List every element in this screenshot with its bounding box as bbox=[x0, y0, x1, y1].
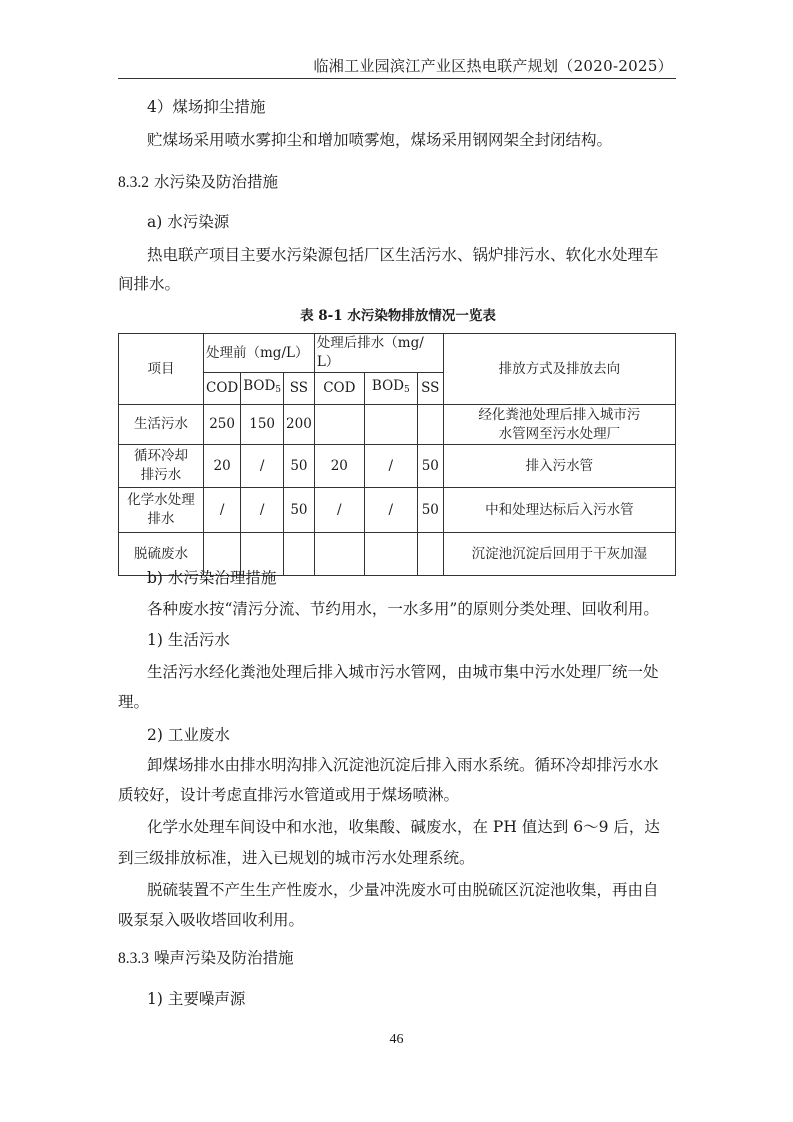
section-number: 8.3.3 bbox=[118, 950, 149, 967]
item-2-p1-line2: 质较好，设计考虑直排污水管道或用于煤场喷淋。 bbox=[118, 786, 460, 804]
header-after-ss: SS bbox=[417, 373, 443, 405]
cell-before-bod: / bbox=[241, 488, 284, 533]
table-caption: 表 8-1 水污染物排放情况一览表 bbox=[300, 308, 496, 324]
cell-after-bod: / bbox=[364, 445, 417, 488]
header-item: 项目 bbox=[119, 334, 204, 405]
cell-before-cod: 20 bbox=[204, 445, 241, 488]
cell-discharge: 排入污水管 bbox=[443, 445, 675, 488]
cell-before-bod: / bbox=[241, 445, 284, 488]
cell-before-cod: / bbox=[204, 488, 241, 533]
sub-a-text-line2: 间排水。 bbox=[118, 275, 181, 293]
section-833-heading bbox=[118, 946, 678, 968]
noise-item-1: 1) 主要噪声源 bbox=[147, 990, 246, 1008]
item-2-p2-line1: 化学水处理车间设中和水池，收集酸、碱废水，在 PH 值达到 6～9 后，达 bbox=[147, 818, 660, 836]
cell-after-cod: 20 bbox=[314, 445, 364, 488]
section-832-heading bbox=[118, 170, 678, 192]
header-after-bod bbox=[364, 373, 417, 405]
item-2-p2-line2: 到三级排放标准，进入已规划的城市污水处理系统。 bbox=[118, 849, 475, 867]
page-number: 46 bbox=[389, 1032, 404, 1047]
pollutant-table bbox=[118, 333, 676, 576]
bod-subscript: 5 bbox=[403, 385, 410, 395]
section-title: 噪声污染及防治措施 bbox=[153, 949, 294, 967]
item-4-title: 4）煤场抑尘措施 bbox=[147, 98, 266, 116]
header-after: 处理后排水（mg/ L） bbox=[314, 334, 443, 373]
item-2-title: 2) 工业废水 bbox=[147, 726, 230, 744]
cell-after-ss bbox=[417, 405, 443, 445]
cell-item: 脱硫废水 bbox=[119, 533, 204, 576]
cell-before-bod: 150 bbox=[241, 405, 284, 445]
cell-item: 化学水处理排水 bbox=[119, 488, 204, 533]
header-before-bod bbox=[241, 373, 284, 405]
section-title: 水污染及防治措施 bbox=[153, 173, 278, 191]
cell-before-cod: 250 bbox=[204, 405, 241, 445]
table-row bbox=[119, 445, 676, 488]
cell-discharge: 沉淀池沉淀后回用于干灰加湿 bbox=[443, 533, 675, 576]
header-before: 处理前（mg/L） bbox=[204, 334, 315, 373]
header-after-cod: COD bbox=[314, 373, 364, 405]
cell-after-bod: / bbox=[364, 488, 417, 533]
cell-item: 生活污水 bbox=[119, 405, 204, 445]
header-discharge: 排放方式及排放去向 bbox=[443, 334, 675, 405]
sub-a-text-line1: 热电联产项目主要水污染源包括厂区生活污水、锅炉排污水、软化水处理车 bbox=[147, 246, 659, 264]
bod-subscript: 5 bbox=[275, 385, 282, 395]
cell-before-ss: 50 bbox=[284, 445, 315, 488]
item-1-title: 1) 生活污水 bbox=[147, 631, 230, 649]
cell-after-cod bbox=[314, 405, 364, 445]
cell-before-ss: 200 bbox=[284, 405, 315, 445]
header-divider bbox=[118, 78, 676, 79]
table-row bbox=[119, 488, 676, 533]
header-before-cod: COD bbox=[204, 373, 241, 405]
cell-after-ss: 50 bbox=[417, 445, 443, 488]
bod-label: BOD bbox=[371, 378, 404, 394]
item-4-text: 贮煤场采用喷水雾抑尘和增加喷雾炮，煤场采用钢网架全封闭结构。 bbox=[147, 131, 613, 149]
sub-a-title: a) 水污染源 bbox=[147, 213, 230, 231]
item-2-p1-line1: 卸煤场排水由排水明沟排入沉淀池沉淀后排入雨水系统。循环冷却排污水水 bbox=[147, 756, 659, 774]
section-number: 8.3.2 bbox=[118, 174, 149, 191]
item-2-p3-line2: 吸泵泵入吸收塔回收利用。 bbox=[118, 911, 305, 929]
sub-b-text: 各种废水按“清污分流、节约用水，一水多用”的原则分类处理、回收利用。 bbox=[147, 600, 659, 618]
cell-after-bod bbox=[364, 405, 417, 445]
document-title: 临湘工业园滨江产业区热电联产规划（2020-2025） bbox=[313, 57, 673, 75]
sub-b-title: b) 水污染治理措施 bbox=[147, 569, 277, 587]
cell-after-cod: / bbox=[314, 488, 364, 533]
cell-discharge: 中和处理达标后入污水管 bbox=[443, 488, 675, 533]
item-2-p3-line1: 脱硫装置不产生生产性废水，少量冲洗废水可由脱硫区沉淀池收集，再由自 bbox=[147, 881, 659, 899]
cell-item: 循环冷却排污水 bbox=[119, 445, 204, 488]
cell-before-ss: 50 bbox=[284, 488, 315, 533]
item-1-text-line2: 理。 bbox=[118, 693, 150, 711]
cell-after-ss: 50 bbox=[417, 488, 443, 533]
header-before-ss: SS bbox=[284, 373, 315, 405]
bod-label: BOD bbox=[243, 378, 276, 394]
item-1-text-line1: 生活污水经化粪池处理后排入城市污水管网，由城市集中污水处理厂统一处 bbox=[147, 663, 659, 681]
table-row bbox=[119, 405, 676, 445]
table-header-row bbox=[119, 334, 676, 373]
cell-discharge: 经化粪池处理后排入城市污水管网至污水处理厂 bbox=[443, 405, 675, 445]
